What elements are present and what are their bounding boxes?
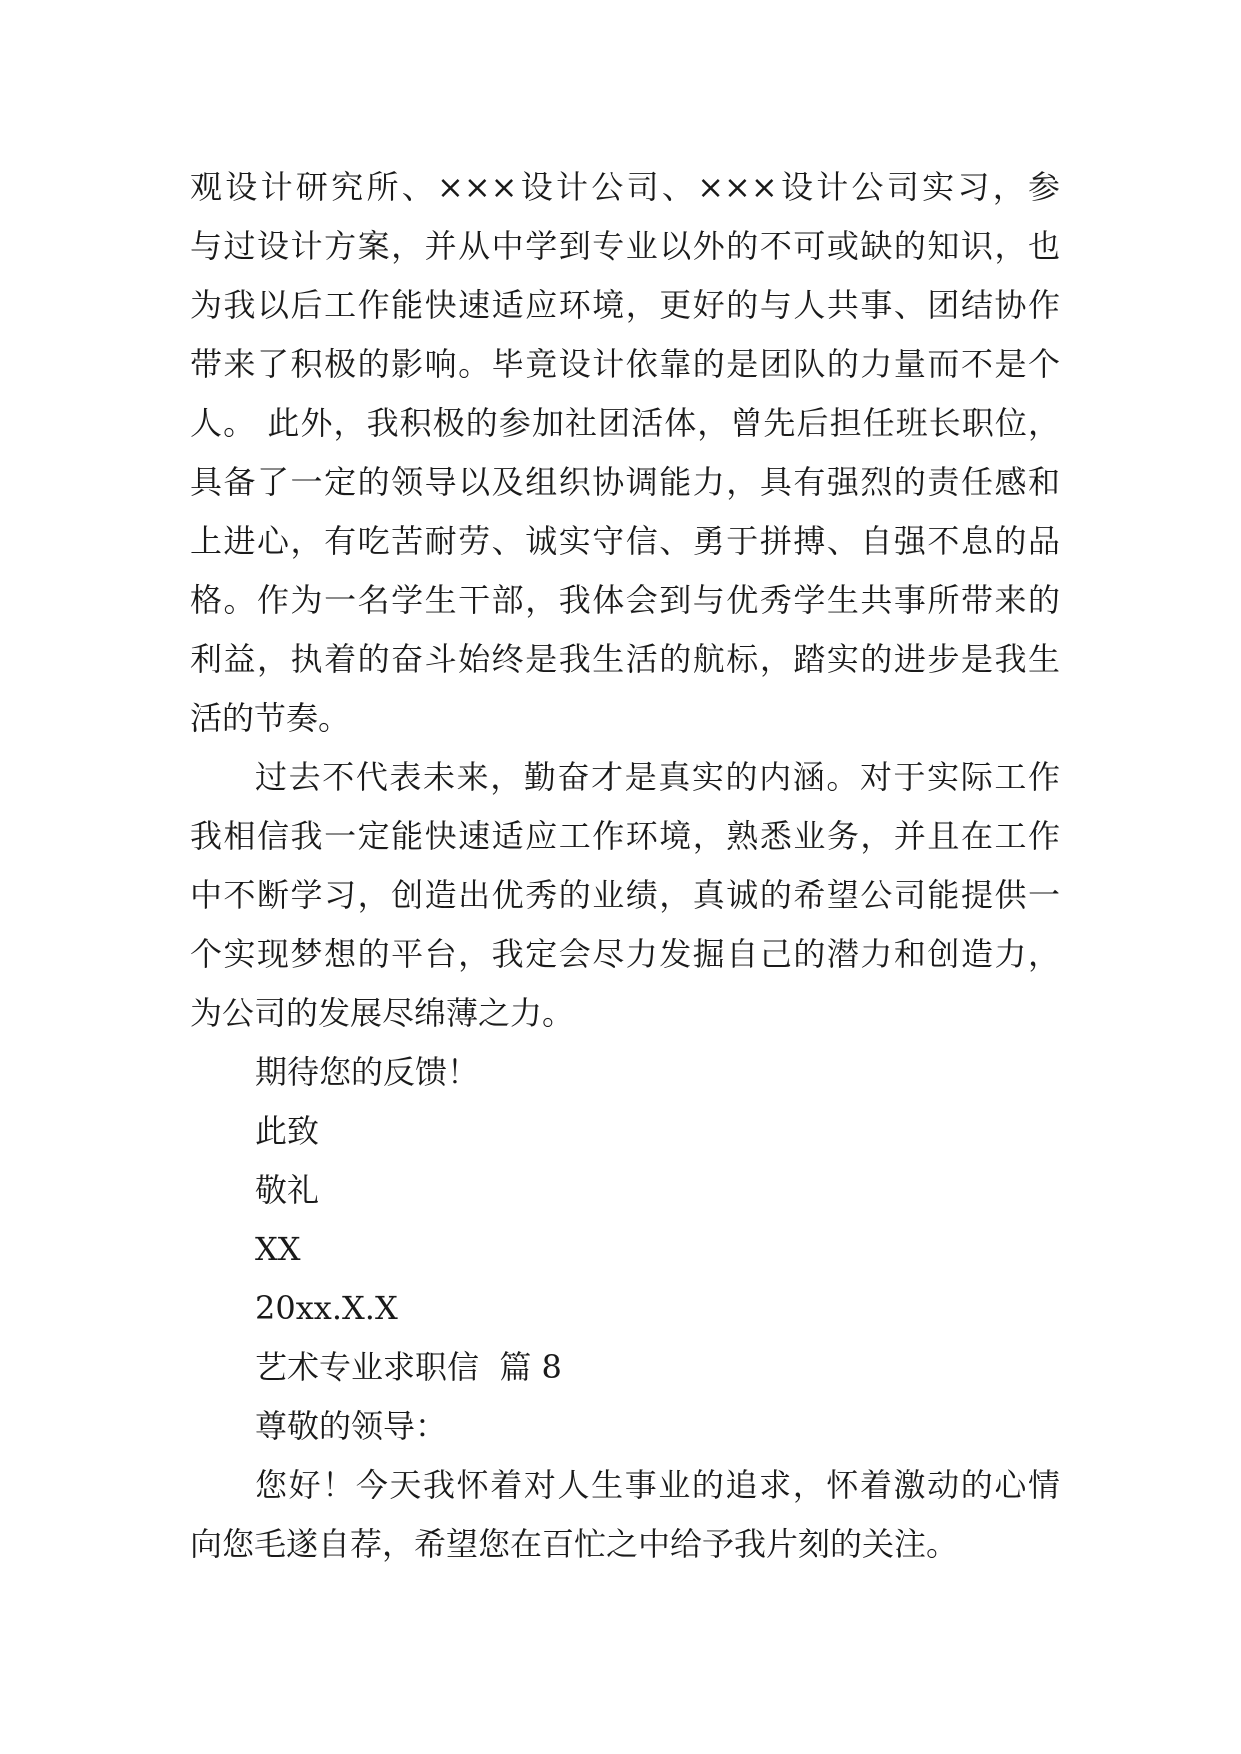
paragraph-line: 个实现梦想的平台，我定会尽力发掘自己的潜力和创造力， — [190, 935, 1060, 973]
signature: XX — [255, 1230, 301, 1268]
date: 20xx.X.X — [255, 1289, 398, 1327]
paragraph-line: 具备了一定的领导以及组织协调能力，具有强烈的责任感和 — [190, 463, 1060, 501]
paragraph-line: 您好！今天我怀着对人生事业的追求，怀着激动的心情 — [255, 1466, 1060, 1504]
paragraph-line: 观设计研究所、×××设计公司、×××设计公司实习，参 — [190, 168, 1060, 206]
paragraph-line: 活的节奏。 — [190, 699, 351, 737]
paragraph-line: 为我以后工作能快速适应环境，更好的与人共事、团结协作 — [190, 286, 1060, 324]
paragraph-line: 中不断学习，创造出优秀的业绩，真诚的希望公司能提供一 — [190, 876, 1060, 914]
closing-expectation: 期待您的反馈！ — [255, 1053, 480, 1091]
paragraph-line: 格。作为一名学生干部，我体会到与优秀学生共事所带来的 — [190, 581, 1060, 619]
paragraph-line: 上进心，有吃苦耐劳、诚实守信、勇于拼搏、自强不息的品 — [190, 522, 1060, 560]
section-title: 艺术专业求职信 篇 8 — [255, 1348, 562, 1386]
paragraph-line: 利益，执着的奋斗始终是我生活的航标，踏实的进步是我生 — [190, 640, 1060, 678]
paragraph-line: 过去不代表未来，勤奋才是真实的内涵。对于实际工作 — [255, 758, 1060, 796]
closing-greeting: 此致 — [255, 1112, 320, 1150]
paragraph-line: 我相信我一定能快速适应工作环境，熟悉业务，并且在工作 — [190, 817, 1060, 855]
paragraph-line: 带来了积极的影响。毕竟设计依靠的是团队的力量而不是个 — [190, 345, 1060, 383]
paragraph-line: 为公司的发展尽绵薄之力。 — [190, 994, 575, 1032]
paragraph-line: 向您毛遂自荐，希望您在百忙之中给予我片刻的关注。 — [190, 1525, 959, 1563]
closing-salute: 敬礼 — [255, 1171, 320, 1209]
paragraph-line: 人。 此外，我积极的参加社团活体，曾先后担任班长职位， — [190, 404, 1060, 442]
paragraph-line: 与过设计方案，并从中学到专业以外的不可或缺的知识，也 — [190, 227, 1060, 265]
salutation: 尊敬的领导： — [255, 1407, 448, 1445]
letter-body — [190, 158, 1060, 1574]
